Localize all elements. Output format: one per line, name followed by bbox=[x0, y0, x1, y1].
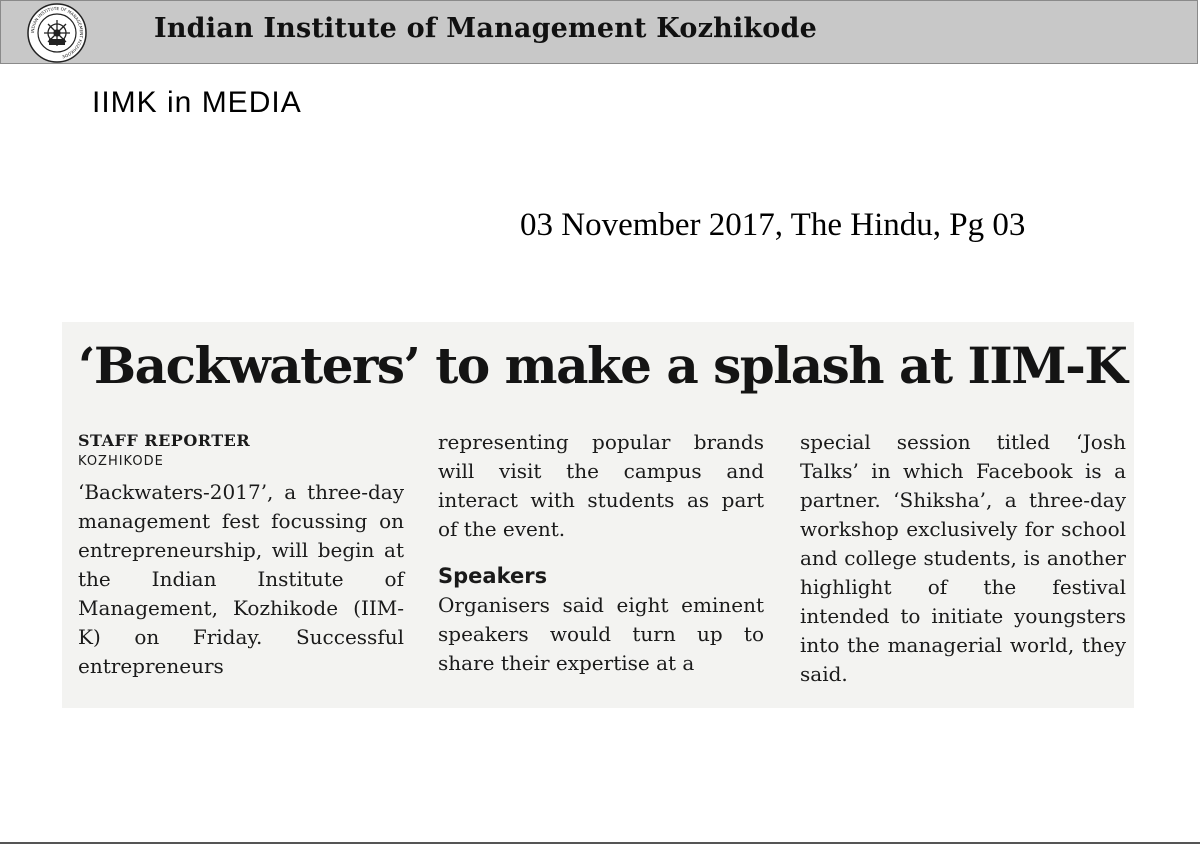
column-2-text: representing popular brands will visit the campus and interact with students as part of the event. bbox=[438, 430, 764, 541]
column-3-text: special session titled ‘Josh Talks’ in which Facebook is a partner. ‘Shiksha’, a three-day workshop exclusively for school and college students, is another highlight of the festival intended to initiate youngsters into the managerial world, they said. bbox=[800, 430, 1126, 686]
newspaper-clipping bbox=[62, 322, 1134, 708]
article-byline: STAFF REPORTER bbox=[78, 431, 251, 450]
column-1-text: ‘Backwaters-2017’, a three-day management fest focussing on entrepreneurship, will begin at the Indian Institute of Management, Kozhikode (IIM-K) on Friday. Successful entrepreneurs bbox=[78, 480, 404, 678]
article-column-2 bbox=[438, 428, 764, 678]
institute-name: Indian Institute of Management Kozhikode bbox=[154, 13, 817, 44]
svg-text:INDIAN INSTITUTE OF MANAGEMENT: INDIAN INSTITUTE OF MANAGEMENT KOZHIKODE bbox=[29, 5, 85, 60]
source-line: 03 November 2017, The Hindu, Pg 03 bbox=[520, 207, 1026, 243]
article-subhead: Speakers bbox=[438, 564, 548, 588]
bottom-divider bbox=[0, 842, 1200, 844]
iimk-seal-icon bbox=[27, 3, 87, 63]
article-column-3 bbox=[800, 428, 1126, 689]
article-headline: ‘Backwaters’ to make a splash at IIM-K bbox=[78, 336, 1127, 395]
article-dateline: KOZHIKODE bbox=[78, 454, 164, 469]
section-title: IIMK in MEDIA bbox=[92, 86, 302, 119]
header-bar bbox=[0, 0, 1198, 64]
article-column-1 bbox=[78, 426, 404, 681]
column-2-text-after: Organisers said eight eminent speakers would turn up to share their expertise at a bbox=[438, 593, 764, 675]
